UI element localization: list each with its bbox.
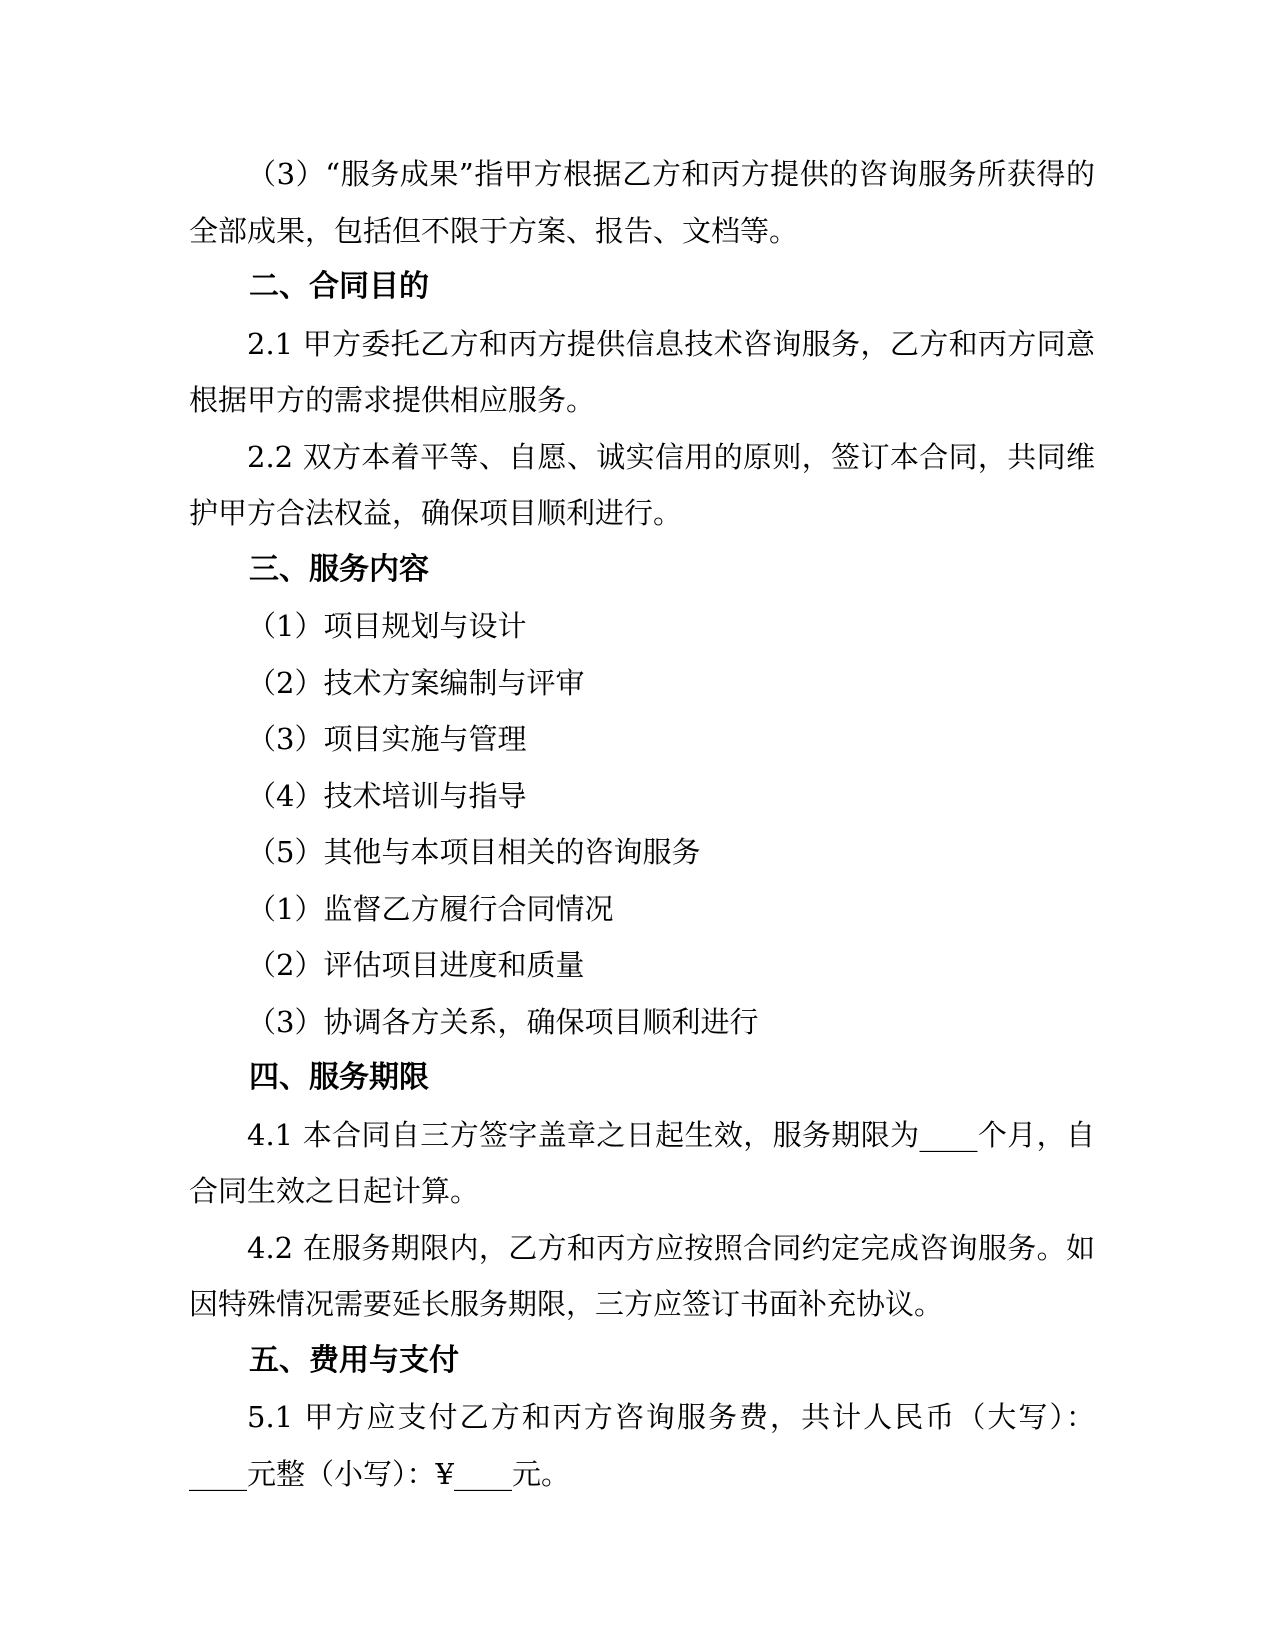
service-item-3-implementation-management: （3）项目实施与管理: [247, 722, 527, 756]
service-item-5-other-consulting: （5）其他与本项目相关的咨询服务: [247, 835, 701, 869]
service-item-1-planning-design: （1）项目规划与设计: [247, 609, 527, 643]
section-heading-4-service-term: 四、服务期限: [249, 1060, 429, 1095]
duty-item-3-coordinate-parties: （3）协调各方关系，确保项目顺利进行: [247, 1004, 759, 1039]
clause-1-3-service-results-definition: （3）“服务成果”指甲方根据乙方和丙方提供的咨询服务所获得的全部成果，包括但不限于方案、报告、文档等。: [189, 157, 1095, 248]
clause-2-1: 2.1 甲方委托乙方和丙方提供信息技术咨询服务，乙方和丙方同意根据甲方的需求提供相应服务。: [189, 326, 1095, 417]
duty-item-2-evaluate-progress-quality: （2）评估项目进度和质量: [247, 948, 585, 982]
service-item-4-training-guidance: （4）技术培训与指导: [247, 778, 527, 813]
service-item-2-technical-plan-review: （2）技术方案编制与评审: [247, 665, 585, 700]
section-heading-5-fees-payment: 五、费用与支付: [249, 1342, 459, 1378]
section-heading-2-contract-purpose: 二、合同目的: [249, 269, 429, 304]
section-heading-3-service-content: 三、服务内容: [249, 551, 429, 587]
clause-5-1-fee-amount-blanks: 5.1 甲方应支付乙方和丙方咨询服务费，共计人民币（大写）：____元整（小写）：¥____元。: [189, 1400, 1095, 1491]
clause-4-2-extension-agreement: 4.2 在服务期限内，乙方和丙方应按照合同约定完成咨询服务。如因特殊情况需要延长服务期限，三方应签订书面补充协议。: [189, 1230, 1095, 1321]
clause-2-2: 2.2 双方本着平等、自愿、诚实信用的原则，签订本合同，共同维护甲方合法权益，确保项目顺利进行。: [189, 439, 1095, 530]
duty-item-1-supervise-party-b: （1）监督乙方履行合同情况: [247, 891, 614, 926]
clause-4-1-term-blank-months: 4.1 本合同自三方签字盖章之日起生效，服务期限为____个月，自合同生效之日起计算。: [189, 1117, 1095, 1208]
